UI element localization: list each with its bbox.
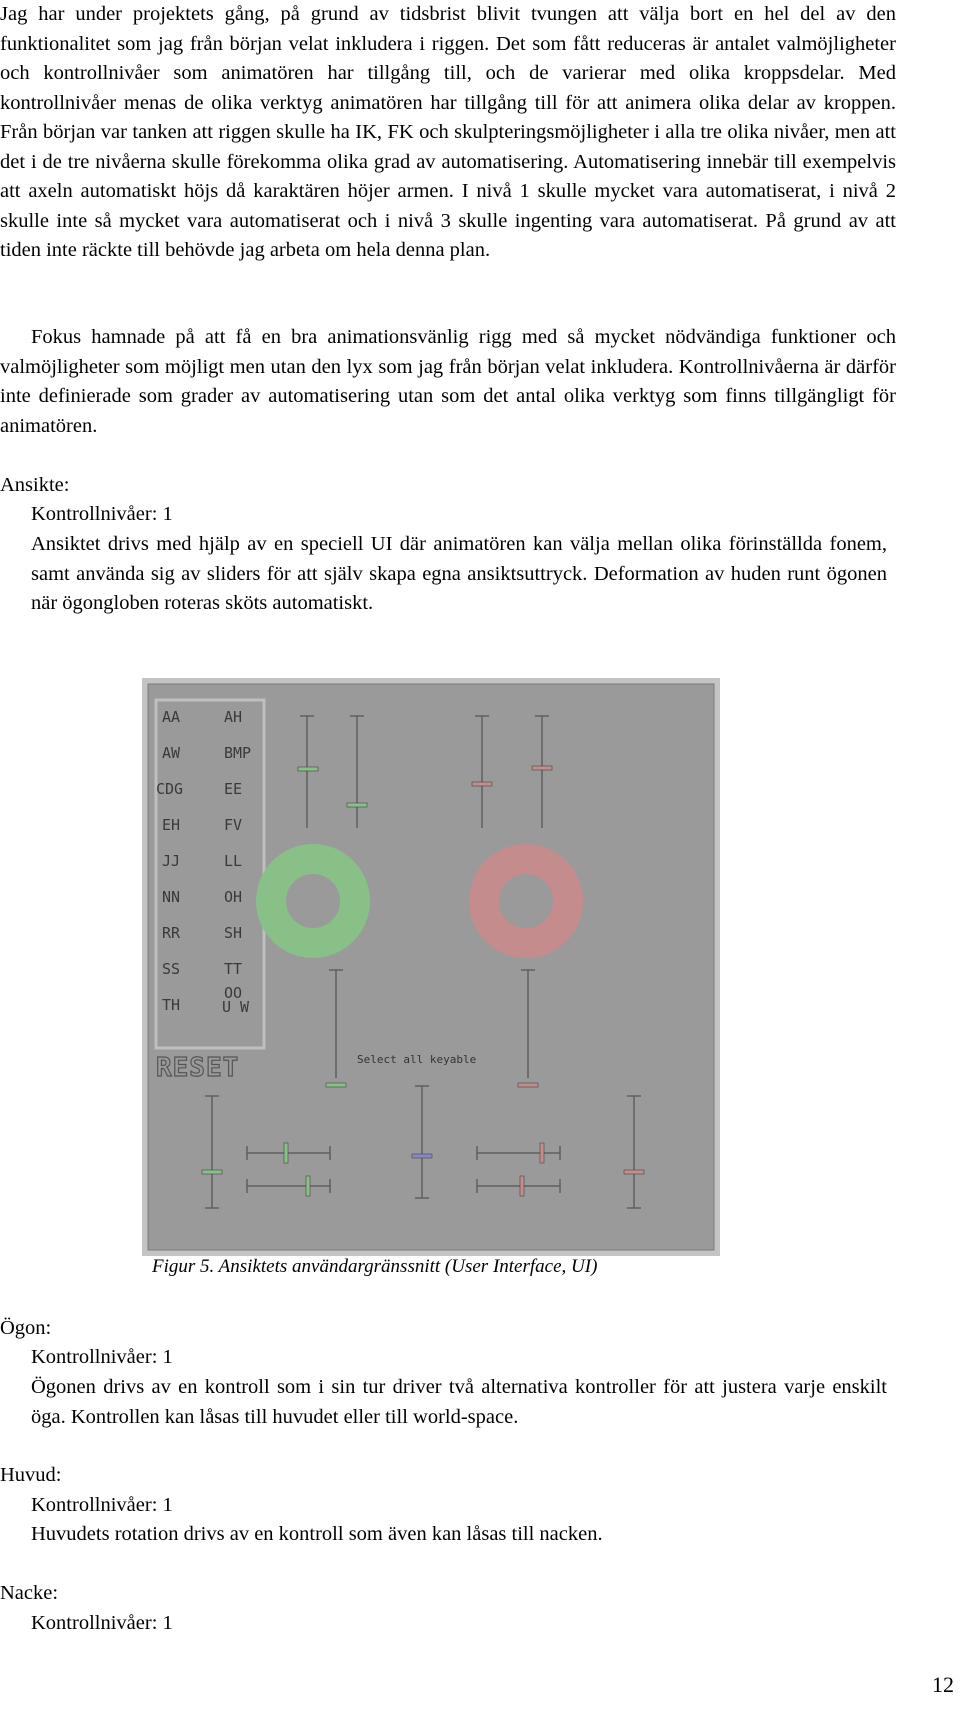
reset-button[interactable]: RESET	[156, 1053, 240, 1083]
phoneme-button-cdg[interactable]: CDG	[156, 780, 184, 798]
slider-handle-4[interactable]	[532, 766, 552, 770]
phoneme-button-uw[interactable]: U W	[222, 998, 250, 1016]
page-number: 12	[932, 1672, 954, 1697]
phoneme-button-ee[interactable]: EE	[224, 780, 243, 798]
hslider-handle-3[interactable]	[540, 1143, 544, 1163]
ogon-level: Kontrollnivåer: 1	[31, 1346, 173, 1368]
heading-huvud: Huvud:	[0, 1464, 62, 1486]
phoneme-button-jj[interactable]: JJ	[162, 852, 181, 870]
phoneme-button-ah[interactable]: AH	[224, 708, 243, 726]
heading-ansikte: Ansikte:	[0, 474, 70, 496]
ansikte-text: Ansiktet drivs med hjälp av en speciell UI där animatören kan välja mellan olika förinställda fonem, samt använda sig av sliders för att själv skapa egna ansiktsuttryck. Deformation av huden runt ögonen när ögongloben roteras sköts automatiskt.	[31, 533, 887, 614]
face-ui-svg	[142, 678, 720, 1256]
phoneme-button-oo[interactable]: OO	[224, 984, 243, 1002]
phoneme-button-fv[interactable]: FV	[224, 816, 243, 834]
huvud-level: Kontrollnivåer: 1	[31, 1494, 173, 1516]
phoneme-button-ll[interactable]: LL	[224, 852, 243, 870]
hslider-handle-2[interactable]	[306, 1176, 310, 1196]
phoneme-button-eh[interactable]: EH	[162, 816, 181, 834]
slider-handle-3[interactable]	[472, 782, 492, 786]
slider-handle-9[interactable]	[624, 1170, 644, 1174]
face-ui-figure	[142, 678, 720, 1256]
slider-handle-7[interactable]	[202, 1170, 222, 1174]
hslider-handle-1[interactable]	[284, 1143, 288, 1163]
hslider-handle-4[interactable]	[520, 1176, 524, 1196]
figure-caption: Figur 5. Ansiktets användargränssnitt (User Interface, UI)	[152, 1256, 598, 1277]
slider-handle-8[interactable]	[412, 1154, 432, 1158]
ogon-text: Ögonen drivs av en kontroll som i sin tur driver två alternativa kontroller för att justera varje enskilt öga. Kontrollen kan låsas till huvudet eller till world-space.	[31, 1376, 887, 1428]
select-all-keyable-button[interactable]: Select all keyable	[357, 1053, 477, 1066]
slider-handle-6[interactable]	[518, 1083, 538, 1087]
phoneme-button-aa[interactable]: AA	[162, 708, 181, 726]
intro-paragraph-1: Jag har under projektets gång, på grund av tidsbrist blivit tvungen att välja bort en hel del av den funktionalitet som jag från början velat inkludera i riggen. Det som fått reduceras är antalet valmöjligheter och kontrollnivåer som animatören har tillgång till, och de varierar med olika kroppsdelar. Med kontrollnivåer menas de olika verktyg animatören har tillgång till för att animera olika delar av kroppen. Från början var tanken att riggen skulle ha IK, FK och skulpteringsmöjligheter i alla tre olika nivåer, men att det i de tre nivåerna skulle förekomma olika grad av automatisering. Automatisering innebär till exempelvis att axeln automatiskt höjs då karaktären höjer armen. I nivå 1 skulle mycket vara automatiserat, i nivå 2 skulle inte så mycket vara automatiserat och i nivå 3 skulle ingenting vara automatiserat. På grund av att tiden inte räckte till behövde jag arbeta om hela denna plan.	[0, 3, 896, 261]
intro-paragraph-2: Fokus hamnade på att få en bra animationsvänlig rigg med så mycket nödvändiga funktioner och valmöjligheter som möjligt men utan den lyx som jag från början velat inkludera. Kontrollnivåerna är därför inte definierade som grader av automatisering utan som det antal olika verktyg som finns tillgängligt för animatören.	[0, 326, 896, 437]
heading-ogon: Ögon:	[0, 1317, 52, 1339]
phoneme-button-nn[interactable]: NN	[162, 888, 181, 906]
phoneme-button-th[interactable]: TH	[162, 996, 181, 1014]
heading-nacke: Nacke:	[0, 1582, 59, 1604]
ansikte-level: Kontrollnivåer: 1	[31, 503, 173, 525]
phoneme-button-bmp[interactable]: BMP	[224, 744, 252, 762]
phoneme-button-tt[interactable]: TT	[224, 960, 243, 978]
huvud-text: Huvudets rotation drivs av en kontroll som även kan låsas till nacken.	[31, 1523, 603, 1545]
phoneme-button-aw[interactable]: AW	[162, 744, 181, 762]
slider-handle-1[interactable]	[298, 767, 318, 771]
slider-handle-2[interactable]	[347, 803, 367, 807]
slider-handle-5[interactable]	[326, 1083, 346, 1087]
phoneme-button-oh[interactable]: OH	[224, 888, 243, 906]
phoneme-button-ss[interactable]: SS	[162, 960, 181, 978]
nacke-level: Kontrollnivåer: 1	[31, 1612, 173, 1634]
phoneme-button-rr[interactable]: RR	[162, 924, 181, 942]
phoneme-button-sh[interactable]: SH	[224, 924, 243, 942]
